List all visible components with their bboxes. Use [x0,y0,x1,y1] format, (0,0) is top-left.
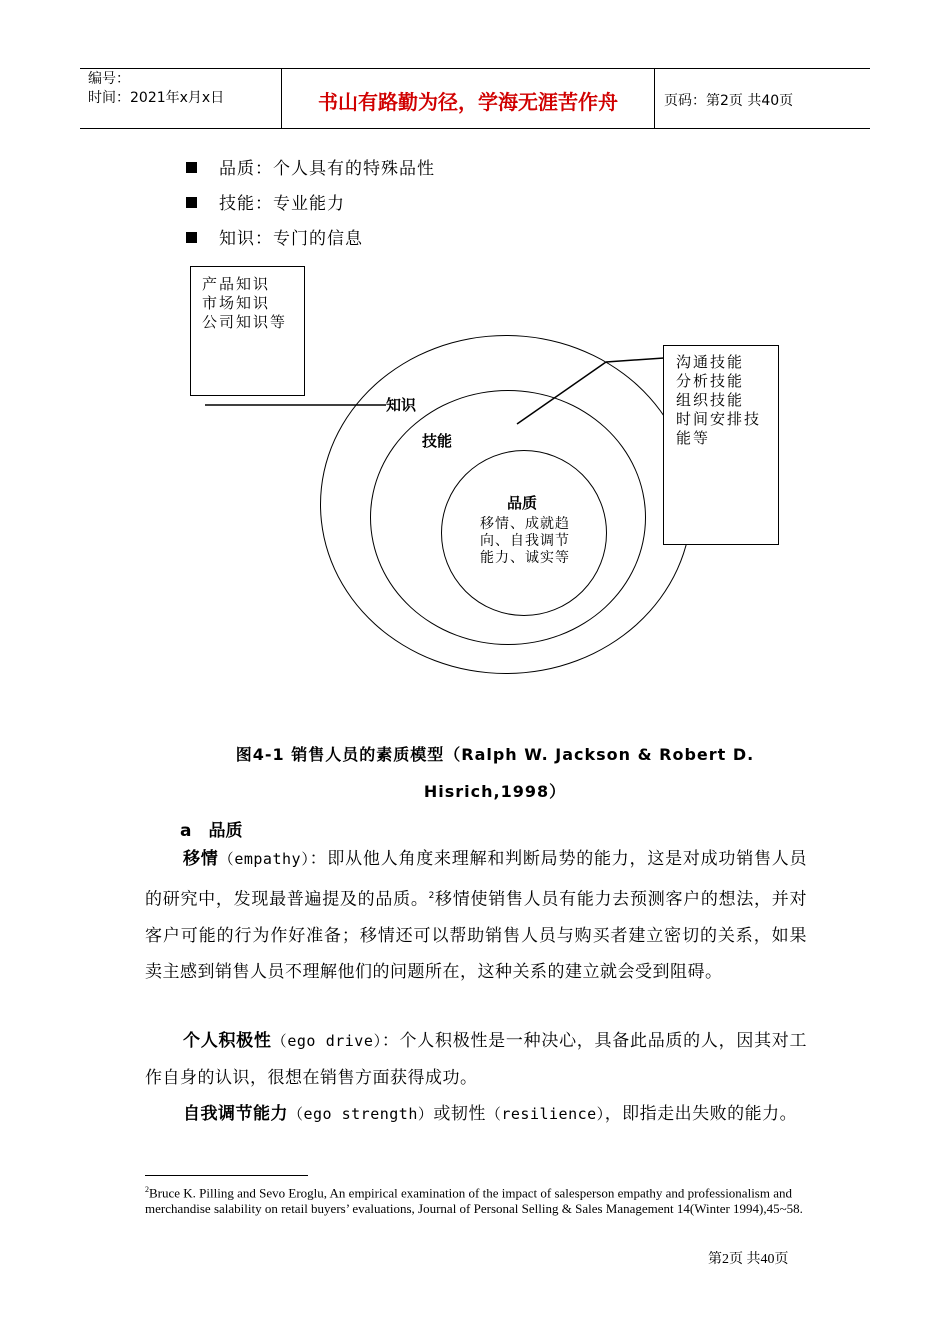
skill-item: 能等 [676,429,711,447]
paragraph-empathy: 移情（empathy）：即从他人角度来理解和判断局势的能力，这是对成功销售人员的研究中，发现最普遍提及的品质。$^2$移情使销售人员有能力去预测客户的想法，并对客户可能的行为作好准备；移情还可以帮助销售人员与购买者建立密切的关系，如果卖主感到销售人员不理解他们的问题所在，这种关系的建立就会受到阻碍。 [145,849,808,983]
section-heading: a 品质 [180,821,243,841]
footnote [145,1182,805,1217]
ring-label-skills: 技能 [422,432,453,450]
skills-connector-line [517,362,606,424]
paragraph-ego-drive: 个人积极性（ego drive）：个人积极性是一种决心，具备此品质的人，因其对工作自身的认识，很想在销售方面获得成功。 [145,1031,808,1088]
footnote-mark: 2 [145,1185,149,1194]
term-ego-drive: 个人积极性 [183,1031,272,1051]
core-title: 品质 [507,494,538,512]
bullet-item: 品质：个人具有的特殊品性 [186,154,435,179]
skill-item: 时间安排技 [676,410,762,428]
footnote-text: Bruce K. Pilling and Sevo Eroglu, An empirical examination of the impact of salesperson empathy and professionalism and merchandise salability on retail buyers’ evaluations, Journal of Personal Selling & Sales Management 14(Winter 1994),45~58. [145,1185,803,1217]
skills-box [663,345,779,545]
knowledge-item: 公司知识等 [202,313,288,331]
header-time: 时间：2021年x月x日 [88,90,225,106]
footnote-separator [145,1175,308,1176]
core-description: 移情、成就趋 向、自我调节 能力、诚实等 [480,516,570,566]
bullet-item: 知识：专门的信息 [186,224,363,249]
skills-box-connector-line [606,358,664,362]
header-page: 页码：第2页 共40页 [664,93,794,109]
paragraph-ego-strength: 自我调节能力（ego strength）或韧性（resilience），即指走出失败的能力。 [183,1104,798,1124]
skill-item: 分析技能 [676,372,745,390]
page-footer: 第2页 共40页 [708,1252,789,1267]
skill-item: 沟通技能 [676,353,745,371]
ring-label-knowledge: 知识 [386,396,417,414]
knowledge-item: 市场知识 [202,294,271,312]
header-number: 编号： [88,71,130,87]
term-ego-strength: 自我调节能力 [183,1104,288,1124]
knowledge-item: 产品知识 [202,275,271,293]
footnote-ref[interactable]: 2 [428,890,435,901]
bullet-item: 技能：专业能力 [186,189,345,214]
knowledge-box [190,266,305,396]
header-motto: 书山有路勤为径，学海无涯苦作舟 [318,90,618,114]
figure-caption-line1: 图4-1 销售人员的素质模型（Ralph W. Jackson & Robert D. [235,745,755,764]
term-empathy: 移情 [183,849,219,869]
figure-caption-line2: Hisrich,1998） [423,782,567,801]
skill-item: 组织技能 [676,391,745,409]
